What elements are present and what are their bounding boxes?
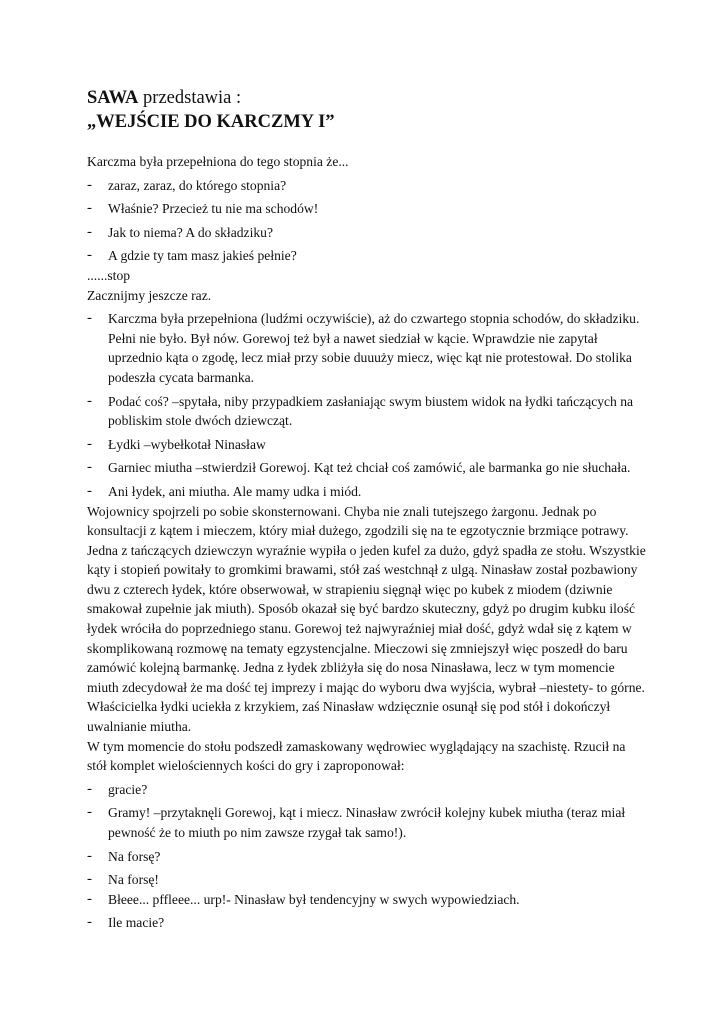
presents-text: przedstawia : [143,88,242,108]
intro-paragraph: Karczma była przepełniona do tego stopnia że... [87,154,349,169]
dialog-line: - Karczma była przepełniona (ludźmi oczywiście), aż do czwartego stopnia schodów, do składziku. Pełni nie było. Był nów. Gorewoj też był a nawet siedział w kącie. Wprawdzie nie zapytał uprzednio kąta o zgodę, lecz miał przy sobie duuuży miecz, więc kąt nie protestował. Do stolika podeszła cycata barmanka. [87,309,647,387]
dialog-line: - A gdzie ty tam masz jakieś pełnie? [87,246,647,266]
body-paragraph: W tym momencie do stołu podszedł zamaskowany wędrowiec wyglądający na szachistę. Rzucił na stół komplet wielościennych kości do gry i zaproponował: [87,738,626,774]
dialog-line: - Podać coś? –spytała, niby przypadkiem zasłaniając swym biustem widok na łydki tańczących na pobliskim stole dwóch dziewcząt. [87,392,647,431]
body-paragraph: Wojownicy spojrzeli po sobie skonsternowani. Chyba nie znali tutejszego żargonu. Jednak po konsultacji z kątem i mieczem, który miał dużego, zgodzili się na te egzotycznie brzmiące potrawy. Jedna z tańczących dziewczyn wyraźnie wypiła o jeden kufel za dużo, gdyż spadła ze stołu. Wszystkie kąty i stopień powitały to gromkimi brawami, stół zaś westchnął z ulgą. Ninasław został pozbawiony dwu z czterech łydek, które obserwował, w strapieniu sięgnął więc po kubek z miodem (dziwnie smakował zupełnie jak miuth). Sposób okazał się być bardzo skuteczny, gdyż po drugim kubku ilość łydek wróciła do poprzedniego stanu. Gorewoj też najwyraźniej miał dość, gdyż wdał się z kątem w skomplikowaną rozmowę na tematy egzystencjalne. Mieczowi się zmniejszył więc poszedł do baru zamówić kolejną barmankę. Jedna z łydek zbliżyła się do nosa Ninasława, lecz w tym momencie miuth zdecydował że ma dość tej imprezy i mając do wyboru dwa wyjścia, wybrał –niestety- to górne. Właścicielka łydki uciekła z krzykiem, zaś Ninasław wdzięcznie osunął się pod stół i dokończył uwalnianie miutha. [87,503,646,735]
dialog-line: - Właśnie? Przecież tu nie ma schodów! [87,199,647,219]
dialog-line: - Błeee... pffleee... urp!- Ninasław był tendencyjny w swych wypowiedziach. [87,890,647,910]
dialog-line: - Łydki –wybełkotał Ninasław [87,435,647,455]
stop-line: ......stop [87,267,131,283]
dialog-line: - Gramy! –przytaknęli Gorewoj, kąt i miecz. Ninasław zwrócił kolejny kubek miutha (teraz miał pewność że to miuth po nim zawsze rzygał tak samo!). [87,803,647,842]
document-title: „WEJŚCIE DO KARCZMY I” [87,112,335,132]
dialog-line: - Ile macie? [87,913,647,933]
dialog-line: - gracie? [87,780,647,800]
dialog-line: - Jak to niema? A do składziku? [87,223,647,243]
dialog-line: - Ani łydek, ani miutha. Ale mamy udka i miód. [87,482,647,502]
dialog-line: - Na forsę? [87,847,647,867]
author-name: SAWA [87,88,139,108]
title-line [87,86,647,110]
restart-line: Zacznijmy jeszcze raz. [87,287,212,303]
dialog-line: - Na forsę! [87,870,647,890]
dialog-line: - Garniec miutha –stwierdził Gorewoj. Kąt też chciał coś zamówić, ale barmanka go nie słuchała. [87,458,647,478]
document-page [87,86,647,933]
dialog-line: - zaraz, zaraz, do którego stopnia? [87,176,647,196]
